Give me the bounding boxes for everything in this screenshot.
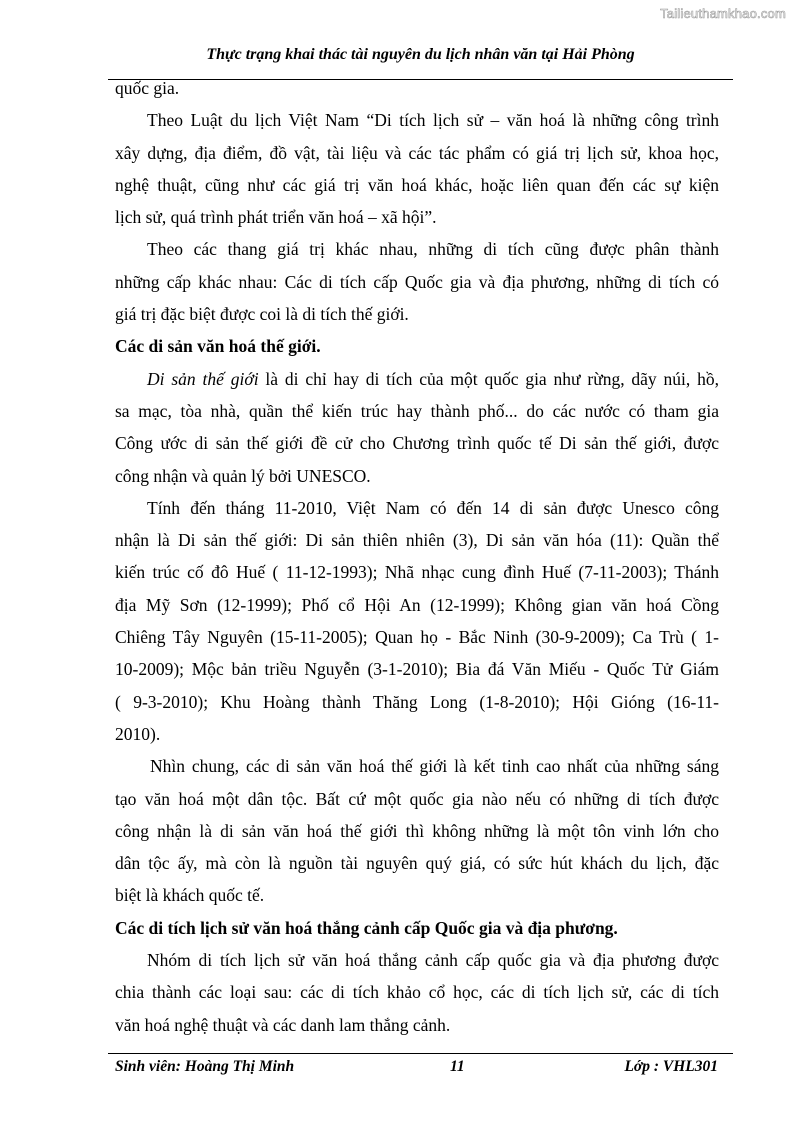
paragraph-line	[115, 363, 719, 395]
paragraph-line: Chiêng Tây Nguyên (15-11-2005); Quan họ - Bắc Ninh (30-9-2009); Ca Trù ( 1-	[115, 627, 719, 648]
paragraph-line: Nhóm di tích lịch sử văn hoá thắng cảnh cấp quốc gia và địa phương được	[147, 950, 719, 971]
section-heading: Các di tích lịch sử văn hoá thắng cảnh cấp Quốc gia và địa phương.	[115, 917, 618, 938]
paragraph-line: xây dựng, địa điểm, đồ vật, tài liệu và các tác phẩm có giá trị lịch sử, khoa học,	[115, 142, 719, 163]
paragraph-line: biệt là khách quốc tế.	[115, 885, 265, 906]
paragraph-line: quốc gia.	[115, 78, 180, 98]
italic-term: Di sản thế giới	[147, 368, 259, 389]
paragraph-line: địa Mỹ Sơn (12-1999); Phố cổ Hội An (12-1999); Không gian văn hoá Cồng	[115, 594, 719, 615]
watermark: Tailieuthamkhao.com	[660, 6, 786, 21]
paragraph-line: 2010).	[115, 723, 161, 744]
footer-rule	[108, 1053, 733, 1054]
paragraph-line: công nhận là di sản văn hoá thế giới thì không những là một tôn vinh lớn cho	[115, 820, 719, 841]
paragraph-line: nhận là Di sản thế giới: Di sản thiên nhiên (3), Di sản văn hóa (11): Quần thể	[115, 530, 719, 551]
paragraph-line: nghệ thuật, cũng như các giá trị văn hoá khác, hoặc liên quan đến các sự kiện	[115, 174, 719, 195]
paragraph-line: Theo Luật du lịch Việt Nam “Di tích lịch sử – văn hoá là những công trình	[147, 110, 719, 131]
paragraph-line: ( 9-3-2010); Khu Hoàng thành Thăng Long (1-8-2010); Hội Gióng (16-11-	[115, 691, 719, 712]
section-heading: Các di sản văn hoá thế giới.	[115, 336, 321, 357]
footer-student-name: Sinh viên: Hoàng Thị Minh	[115, 1058, 295, 1075]
paragraph-line: 10-2009); Mộc bản triều Nguyễn (3-1-2010); Bia đá Văn Miếu - Quốc Tử Giám	[115, 659, 719, 680]
paragraph-line: lịch sử, quá trình phát triển văn hoá – xã hội”.	[115, 207, 437, 228]
paragraph-line: sa mạc, tòa nhà, quần thể kiến trúc hay thành phố... do các nước có tham gia	[115, 400, 719, 421]
paragraph-line: những cấp khác nhau: Các di tích cấp Quốc gia và địa phương, những di tích có	[115, 271, 719, 292]
paragraph-line: công nhận và quản lý bởi UNESCO.	[115, 465, 371, 486]
paragraph-line: văn hoá nghệ thuật và các danh lam thắng cảnh.	[115, 1014, 451, 1035]
document-body	[115, 72, 719, 1041]
paragraph-line: Nhìn chung, các di sản văn hoá thế giới là kết tinh cao nhất của những sáng	[150, 756, 719, 777]
footer-page-number: 11	[450, 1058, 465, 1075]
footer-class: Lớp : VHL301	[624, 1058, 718, 1075]
paragraph-line: dân tộc ấy, mà còn là nguồn tài nguyên quý giá, có sức hút khách du lịch, đặc	[115, 853, 719, 874]
paragraph-line: Theo các thang giá trị khác nhau, những di tích cũng được phân thành	[147, 239, 719, 260]
paragraph-line: Tính đến tháng 11-2010, Việt Nam có đến 14 di sản được Unesco công	[147, 497, 719, 518]
paragraph-line: kiến trúc cố đô Huế ( 11-12-1993); Nhã nhạc cung đình Huế (7-11-2003); Thánh	[115, 562, 719, 583]
line-text: là di chỉ hay di tích của một quốc gia như rừng, dãy núi, hồ,	[258, 368, 719, 389]
paragraph-line: tạo văn hoá một dân tộc. Bất cứ một quốc gia nào nếu có những di tích được	[115, 788, 719, 809]
paragraph-line: chia thành các loại sau: các di tích khảo cổ học, các di tích lịch sử, các di tích	[115, 982, 719, 1003]
paragraph-line: Công ước di sản thế giới đề cử cho Chương trình quốc tế Di sản thế giới, được	[115, 433, 719, 454]
running-header-title: Thực trạng khai thác tài nguyên du lịch nhân văn tại Hải Phòng	[206, 46, 635, 63]
paragraph-line: giá trị đặc biệt được coi là di tích thế giới.	[115, 304, 409, 325]
